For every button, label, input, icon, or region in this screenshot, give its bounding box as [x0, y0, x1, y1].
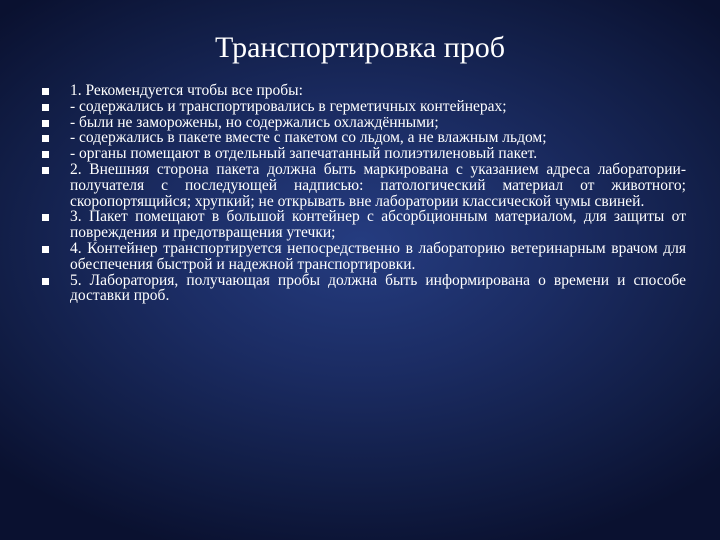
bullet-list [38, 83, 686, 304]
list-item [38, 162, 686, 209]
list-item-text: - содержались и транспортировались в герметичных контейнерах; [70, 97, 507, 115]
list-item [38, 115, 686, 131]
square-bullet-icon [42, 151, 49, 158]
square-bullet-icon [42, 135, 49, 142]
list-item-text: 3. Пакет помещают в большой контейнер с абсорбционным материалом, для защиты от повреждения и предотвращения утечки; [70, 208, 686, 242]
list-item-text: 4. Контейнер транспортируется непосредственно в лабораторию ветеринарным врачом для обеспечения быстрой и надежной транспортировки. [70, 239, 686, 273]
list-item-text: 5. Лаборатория, получающая пробы должна быть информирована о времени и способе доставки проб. [70, 271, 686, 305]
list-item-text: 2. Внешняя сторона пакета должна быть маркирована с указанием адреса лаборатории- получателя с последующей надписью: патологический материал от животного; скоропортящийся; хрупкий; не открывать вне лаборатории классической чумы свиней. [70, 160, 686, 210]
list-item-text: - органы помещают в отдельный запечатанный полиэтиленовый пакет. [70, 145, 538, 163]
list-item-text: - содержались в пакете вместе с пакетом со льдом, а не влажным льдом; [70, 129, 547, 147]
list-item [38, 273, 686, 305]
square-bullet-icon [42, 120, 49, 127]
list-item-text: 1. Рекомендуется чтобы все пробы: [70, 82, 303, 99]
square-bullet-icon [42, 167, 49, 174]
list-item [38, 241, 686, 273]
square-bullet-icon [42, 214, 49, 221]
square-bullet-icon [42, 104, 49, 111]
list-item [38, 99, 686, 115]
slide-title: Транспортировка проб [214, 31, 506, 64]
list-item [38, 146, 686, 162]
square-bullet-icon [42, 278, 49, 285]
list-item [38, 83, 686, 99]
square-bullet-icon [42, 88, 49, 95]
list-item [38, 209, 686, 241]
list-item [38, 130, 686, 146]
square-bullet-icon [42, 246, 49, 253]
list-item-text: - были не заморожены, но содержались охлаждёнными; [70, 113, 439, 131]
